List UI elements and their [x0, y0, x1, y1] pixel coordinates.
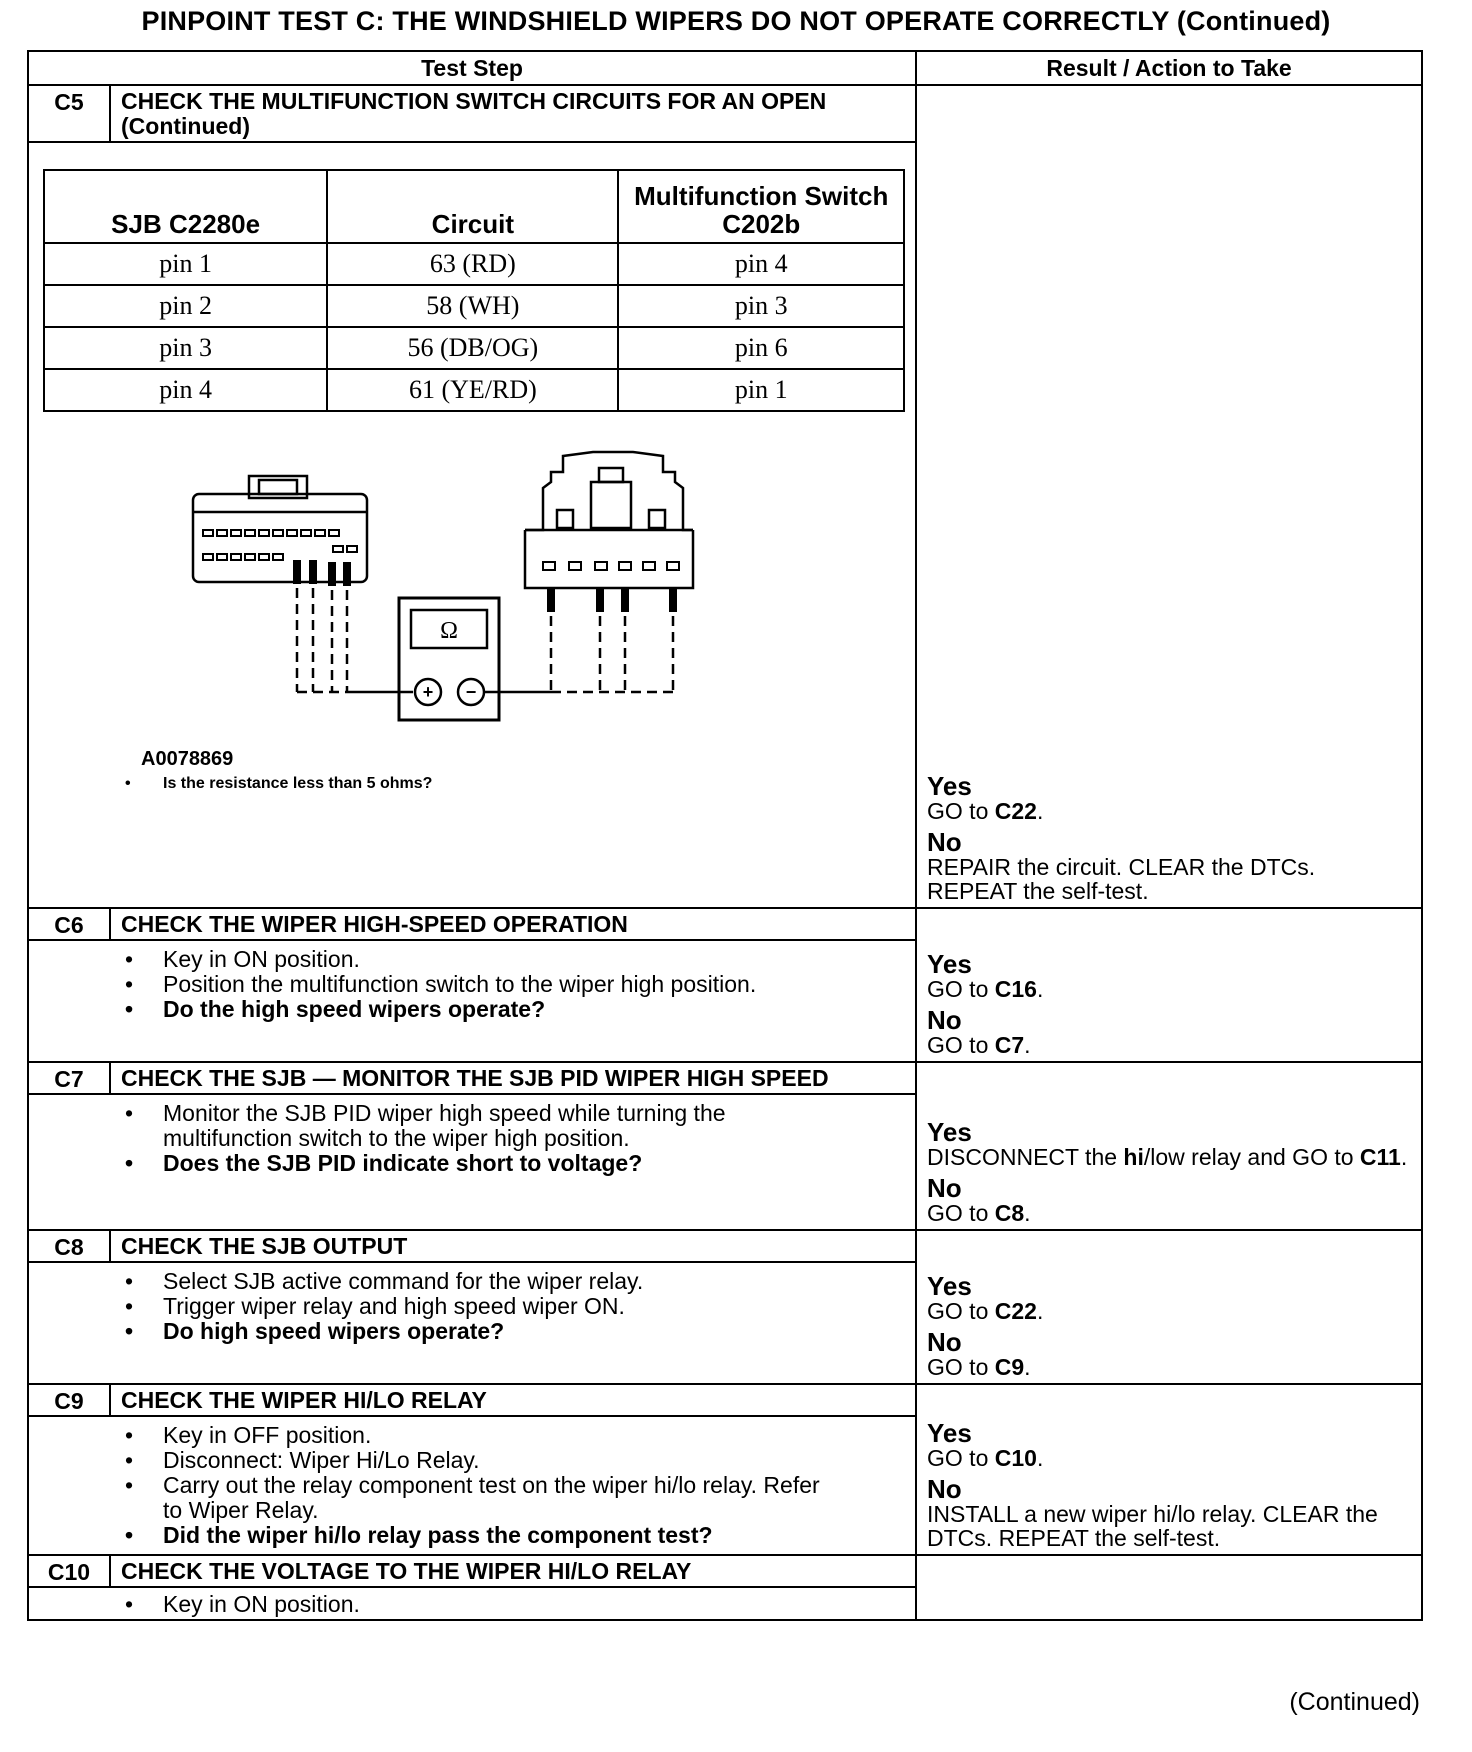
step-question: • Do high speed wipers operate? [125, 1319, 905, 1344]
sjb-connector-icon [193, 476, 367, 582]
step-c9-body [28, 1416, 916, 1555]
step-question: • Do the high speed wipers operate? [125, 997, 905, 1022]
pinpoint-test-table [27, 50, 1423, 1621]
pin-col-header-circuit: Circuit [327, 170, 618, 243]
step-c5-body [28, 142, 916, 908]
step-item: • Key in ON position. [125, 1592, 905, 1617]
no-action: GO to C7. [927, 1032, 1031, 1058]
step-item: • Select SJB active command for the wiper relay. [125, 1269, 905, 1294]
table-row [44, 369, 904, 411]
step-id: C10 [28, 1555, 110, 1587]
ohmmeter-icon [399, 598, 499, 720]
step-id: C7 [28, 1062, 110, 1094]
no-action: GO to C9. [927, 1354, 1031, 1380]
table-cell: pin 6 [618, 327, 904, 369]
table-cell: 56 (DB/OG) [327, 327, 618, 369]
yes-action: GO to C16. [927, 976, 1044, 1002]
step-title: CHECK THE SJB — MONITOR THE SJB PID WIPER HIGH SPEED [110, 1062, 916, 1094]
no-label: No [927, 1173, 962, 1203]
step-c7-result [916, 1062, 1422, 1230]
mfs-probe-tips [547, 588, 677, 612]
step-question: • Does the SJB PID indicate short to voltage? [125, 1151, 795, 1176]
pin-table [43, 169, 905, 412]
pin-col-header-mfs: Multifunction Switch C202b [618, 170, 904, 243]
step-c10-body [28, 1587, 916, 1620]
step-title: CHECK THE SJB OUTPUT [110, 1230, 916, 1262]
page-title: PINPOINT TEST C: THE WINDSHIELD WIPERS DO NOT OPERATE CORRECTLY (Continued) [141, 6, 1331, 36]
step-c7-body [28, 1094, 916, 1230]
step-item: • Trigger wiper relay and high speed wiper ON. [125, 1294, 905, 1319]
step-id: C9 [28, 1384, 110, 1416]
step-c8-title-row [28, 1230, 1422, 1262]
no-action: GO to C8. [927, 1200, 1031, 1226]
header-row [28, 51, 1422, 85]
step-c8-result [916, 1230, 1422, 1384]
step-question: • Did the wiper hi/lo relay pass the component test? [125, 1523, 845, 1548]
table-cell: pin 4 [44, 369, 327, 411]
table-cell: pin 1 [618, 369, 904, 411]
step-c9-result [916, 1384, 1422, 1555]
step-title: CHECK THE WIPER HI/LO RELAY [110, 1384, 916, 1416]
step-item: • Key in ON position. [125, 947, 905, 972]
step-c9-list [125, 1423, 845, 1548]
table-cell: pin 3 [44, 327, 327, 369]
step-c10-result [916, 1555, 1422, 1620]
no-label: No [927, 1327, 962, 1357]
header-result: Result / Action to Take [916, 51, 1422, 85]
step-c5-title-row [28, 85, 1422, 142]
mfs-connector-icon [525, 452, 693, 588]
step-title: CHECK THE MULTIFUNCTION SWITCH CIRCUITS FOR AN OPEN (Continued) [110, 85, 916, 142]
table-cell: 61 (YE/RD) [327, 369, 618, 411]
yes-label: Yes [927, 949, 972, 979]
yes-label: Yes [927, 1418, 972, 1448]
table-cell: 63 (RD) [327, 243, 618, 285]
no-label: No [927, 1474, 962, 1504]
no-action: REPAIR the circuit. CLEAR the DTCs. REPEAT the self-test. [927, 854, 1316, 904]
yes-action: GO to C22. [927, 1298, 1044, 1324]
step-item: • Carry out the relay component test on the wiper hi/lo relay. Refer to Wiper Relay. [125, 1473, 845, 1523]
step-c5-result [916, 85, 1422, 908]
step-item: • Key in OFF position. [125, 1423, 845, 1448]
yes-action: GO to C22. [927, 798, 1044, 824]
sjb-test-leads [297, 588, 347, 692]
step-c7-list [125, 1101, 795, 1176]
figure-id: A0078869 [141, 748, 234, 770]
step-c6-list [125, 947, 905, 1022]
table-row [44, 243, 904, 285]
ohm-symbol: Ω [440, 618, 458, 644]
step-c6-result [916, 908, 1422, 1062]
step-item: • Position the multifunction switch to the wiper high position. [125, 972, 905, 997]
table-cell: 58 (WH) [327, 285, 618, 327]
mfs-test-leads [551, 616, 673, 692]
table-cell: pin 2 [44, 285, 327, 327]
step-c8-body [28, 1262, 916, 1384]
plus-terminal: + [422, 682, 434, 702]
table-cell: pin 1 [44, 243, 327, 285]
step-id: C8 [28, 1230, 110, 1262]
continued-footer: (Continued) [1289, 1688, 1420, 1716]
step-c6-body [28, 940, 916, 1062]
step-title: CHECK THE WIPER HIGH-SPEED OPERATION [110, 908, 916, 940]
yes-label: Yes [927, 1271, 972, 1301]
step-c10-title-row [28, 1555, 1422, 1587]
no-label: No [927, 827, 962, 857]
table-row [44, 285, 904, 327]
step-c10-list [125, 1592, 905, 1617]
step-c7-title-row [28, 1062, 1422, 1094]
minus-terminal: − [465, 682, 477, 702]
step-c9-title-row [28, 1384, 1422, 1416]
step-title: CHECK THE VOLTAGE TO THE WIPER HI/LO RELAY [110, 1555, 916, 1587]
table-cell: pin 3 [618, 285, 904, 327]
table-cell: pin 4 [618, 243, 904, 285]
table-row [44, 327, 904, 369]
header-test-step: Test Step [28, 51, 916, 85]
step-c8-list [125, 1269, 905, 1344]
step-item: • Monitor the SJB PID wiper high speed while turning the multifunction switch to the wiper high position. [125, 1101, 795, 1151]
no-action: INSTALL a new wiper hi/lo relay. CLEAR the DTCs. REPEAT the self-test. [927, 1501, 1378, 1551]
ohmmeter-diagram [43, 412, 803, 742]
pin-col-header-sjb: SJB C2280e [44, 170, 327, 243]
yes-action: DISCONNECT the hi/low relay and GO to C11. [927, 1144, 1408, 1170]
no-label: No [927, 1005, 962, 1035]
step-id: C6 [28, 908, 110, 940]
yes-label: Yes [927, 771, 972, 801]
step-question: • Is the resistance less than 5 ohms? [125, 771, 905, 796]
step-id: C5 [28, 85, 110, 142]
yes-label: Yes [927, 1117, 972, 1147]
step-item: • Disconnect: Wiper Hi/Lo Relay. [125, 1448, 845, 1473]
step-c5-list [125, 771, 905, 796]
step-c6-title-row [28, 908, 1422, 940]
yes-action: GO to C10. [927, 1445, 1044, 1471]
